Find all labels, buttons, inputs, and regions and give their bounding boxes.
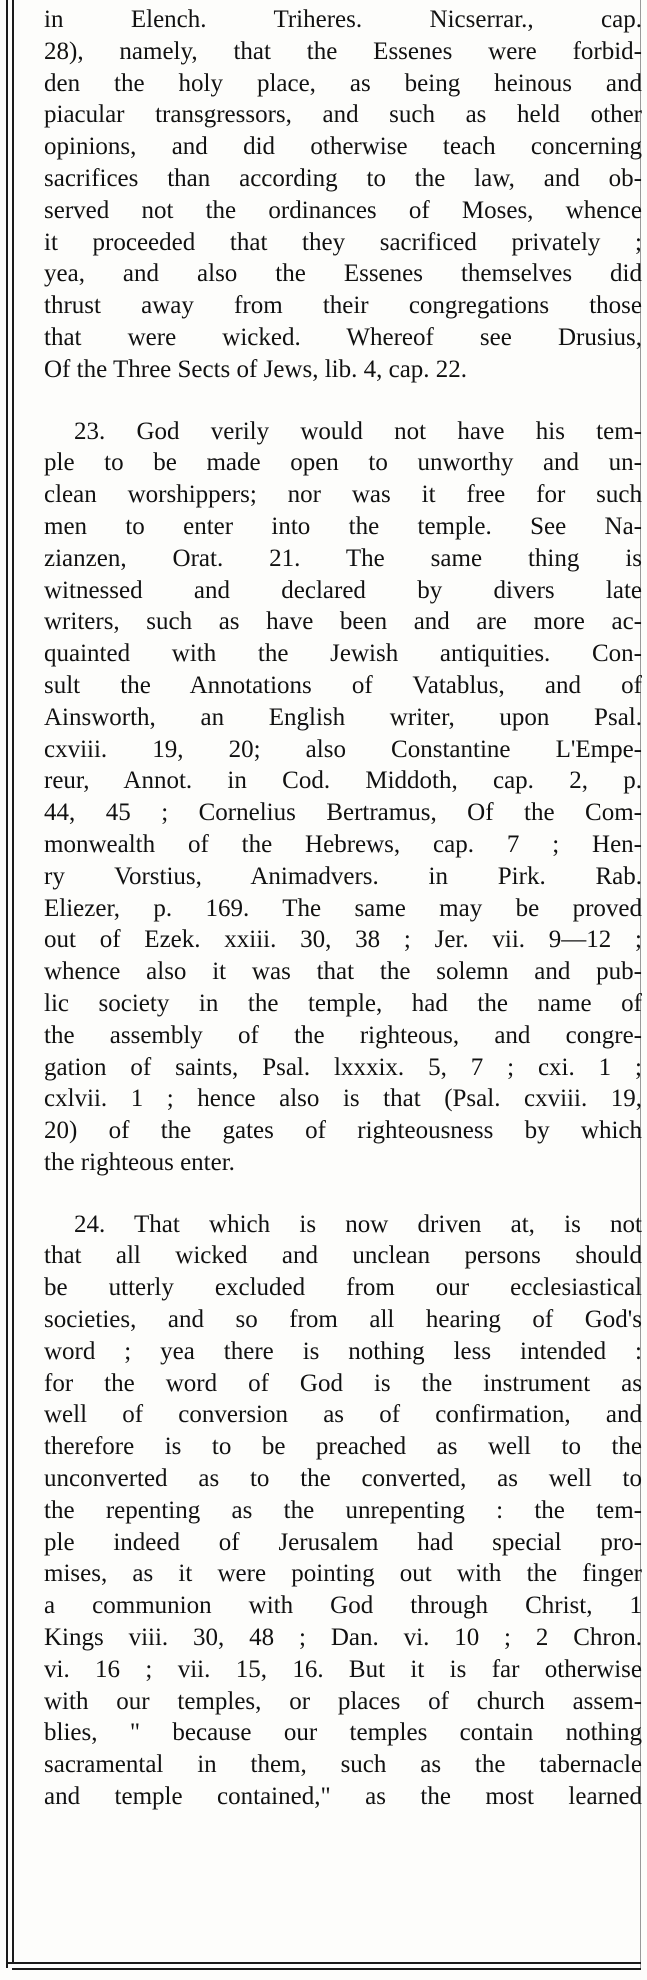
text-line: gation of saints, Psal. lxxxix. 5, 7 ; cxi. 1 ; — [44, 1053, 642, 1081]
text-line: out of Ezek. xxiii. 30, 38 ; Jer. vii. 9—12 ; — [44, 926, 642, 954]
text-line: sacrifices than according to the law, and ob- — [44, 164, 642, 192]
text-line: witnessed and declared by divers late — [44, 576, 642, 604]
text-line: clean worshippers; nor was it free for such — [44, 481, 642, 509]
text-line: a communion with God through Christ, 1 — [44, 1592, 642, 1620]
text-line: Eliezer, p. 169. The same may be proved — [44, 894, 642, 922]
text-line: ple to be made open to unworthy and un- — [44, 449, 642, 477]
text-line: that were wicked. Whereof see Drusius, — [44, 323, 642, 351]
paragraph — [44, 1209, 642, 1813]
text-line: cxviii. 19, 20; also Constantine L'Empe- — [44, 735, 642, 763]
text-line: blies, " because our temples contain nothing — [44, 1719, 642, 1747]
border-rule-bottom-outer — [12, 1968, 641, 1970]
text-line: vi. 16 ; vii. 15, 16. But it is far otherwise — [44, 1655, 642, 1683]
text-line: writers, such as have been and are more ac- — [44, 608, 642, 636]
text-line: served not the ordinances of Moses, whence — [44, 196, 642, 224]
text-line: 20) of the gates of righteousness by which — [44, 1117, 642, 1145]
text-line: and temple contained," as the most learned — [44, 1783, 642, 1811]
text-line: Ainsworth, an English writer, upon Psal. — [44, 703, 642, 731]
text-line: 28), namely, that the Essenes were forbid- — [44, 37, 642, 65]
text-line: whence also it was that the solemn and pub- — [44, 958, 642, 986]
text-line: the assembly of the righteous, and congre- — [44, 1021, 642, 1049]
text-line: 24. That which is now driven at, is not — [74, 1210, 642, 1238]
text-line: the repenting as the unrepenting : the tem- — [44, 1496, 642, 1524]
text-line: be utterly excluded from our ecclesiastical — [44, 1274, 642, 1302]
paragraph — [44, 416, 642, 1179]
text-line: sult the Annotations of Vatablus, and of — [44, 671, 642, 699]
text-line: ry Vorstius, Animadvers. in Pirk. Rab. — [44, 862, 642, 890]
text-line: societies, and so from all hearing of God's — [44, 1306, 642, 1334]
paragraph — [44, 4, 642, 386]
paragraph-gap — [44, 386, 642, 416]
text-line: the righteous enter. — [44, 1148, 235, 1176]
text-line: sacramental in them, such as the tabernacle — [44, 1751, 642, 1779]
text-line: with our temples, or places of church assem- — [44, 1687, 642, 1715]
text-line: ple indeed of Jerusalem had special pro- — [44, 1528, 642, 1556]
text-line: opinions, and did otherwise teach concerning — [44, 133, 642, 161]
text-line: thrust away from their congregations those — [44, 292, 642, 320]
text-line: lic society in the temple, had the name of — [44, 989, 642, 1017]
text-column — [44, 0, 642, 1813]
text-line: piacular transgressors, and such as held other — [44, 101, 642, 129]
text-line: unconverted as to the converted, as well to — [44, 1465, 642, 1493]
border-rule-bottom-inner — [6, 1962, 641, 1964]
text-line: cxlvii. 1 ; hence also is that (Psal. cxviii. 19, — [44, 1085, 642, 1113]
text-line: zianzen, Orat. 21. The same thing is — [44, 544, 642, 572]
text-line: mises, as it were pointing out with the finger — [44, 1560, 642, 1588]
text-line: therefore is to be preached as well to the — [44, 1433, 642, 1461]
text-line: for the word of God is the instrument as — [44, 1369, 642, 1397]
text-line: Of the Three Sects of Jews, lib. 4, cap. 22. — [44, 355, 468, 383]
text-line: well of conversion as of confirmation, and — [44, 1401, 642, 1429]
text-line: in Elench. Triheres. Nicserrar., cap. — [44, 6, 642, 33]
text-line: 44, 45 ; Cornelius Bertramus, Of the Com- — [44, 799, 642, 827]
border-rule-inner-left — [12, 0, 14, 1964]
text-line: it proceeded that they sacrificed privately ; — [44, 228, 642, 256]
paragraph-gap — [44, 1179, 642, 1209]
text-line: Kings viii. 30, 48 ; Dan. vi. 10 ; 2 Chron. — [44, 1624, 642, 1652]
text-line: quainted with the Jewish antiquities. Con- — [44, 640, 642, 668]
text-line: den the holy place, as being heinous and — [44, 69, 642, 97]
text-line: 23. God verily would not have his tem- — [74, 417, 642, 445]
text-line: reur, Annot. in Cod. Middoth, cap. 2, p. — [44, 767, 642, 795]
text-line: word ; yea there is nothing less intended : — [44, 1337, 642, 1365]
text-line: that all wicked and unclean persons should — [44, 1242, 642, 1270]
text-line: men to enter into the temple. See Na- — [44, 512, 642, 540]
text-line: monwealth of the Hebrews, cap. 7 ; Hen- — [44, 830, 642, 858]
border-rule-outer-left — [6, 0, 8, 1968]
text-line: yea, and also the Essenes themselves did — [44, 260, 642, 288]
